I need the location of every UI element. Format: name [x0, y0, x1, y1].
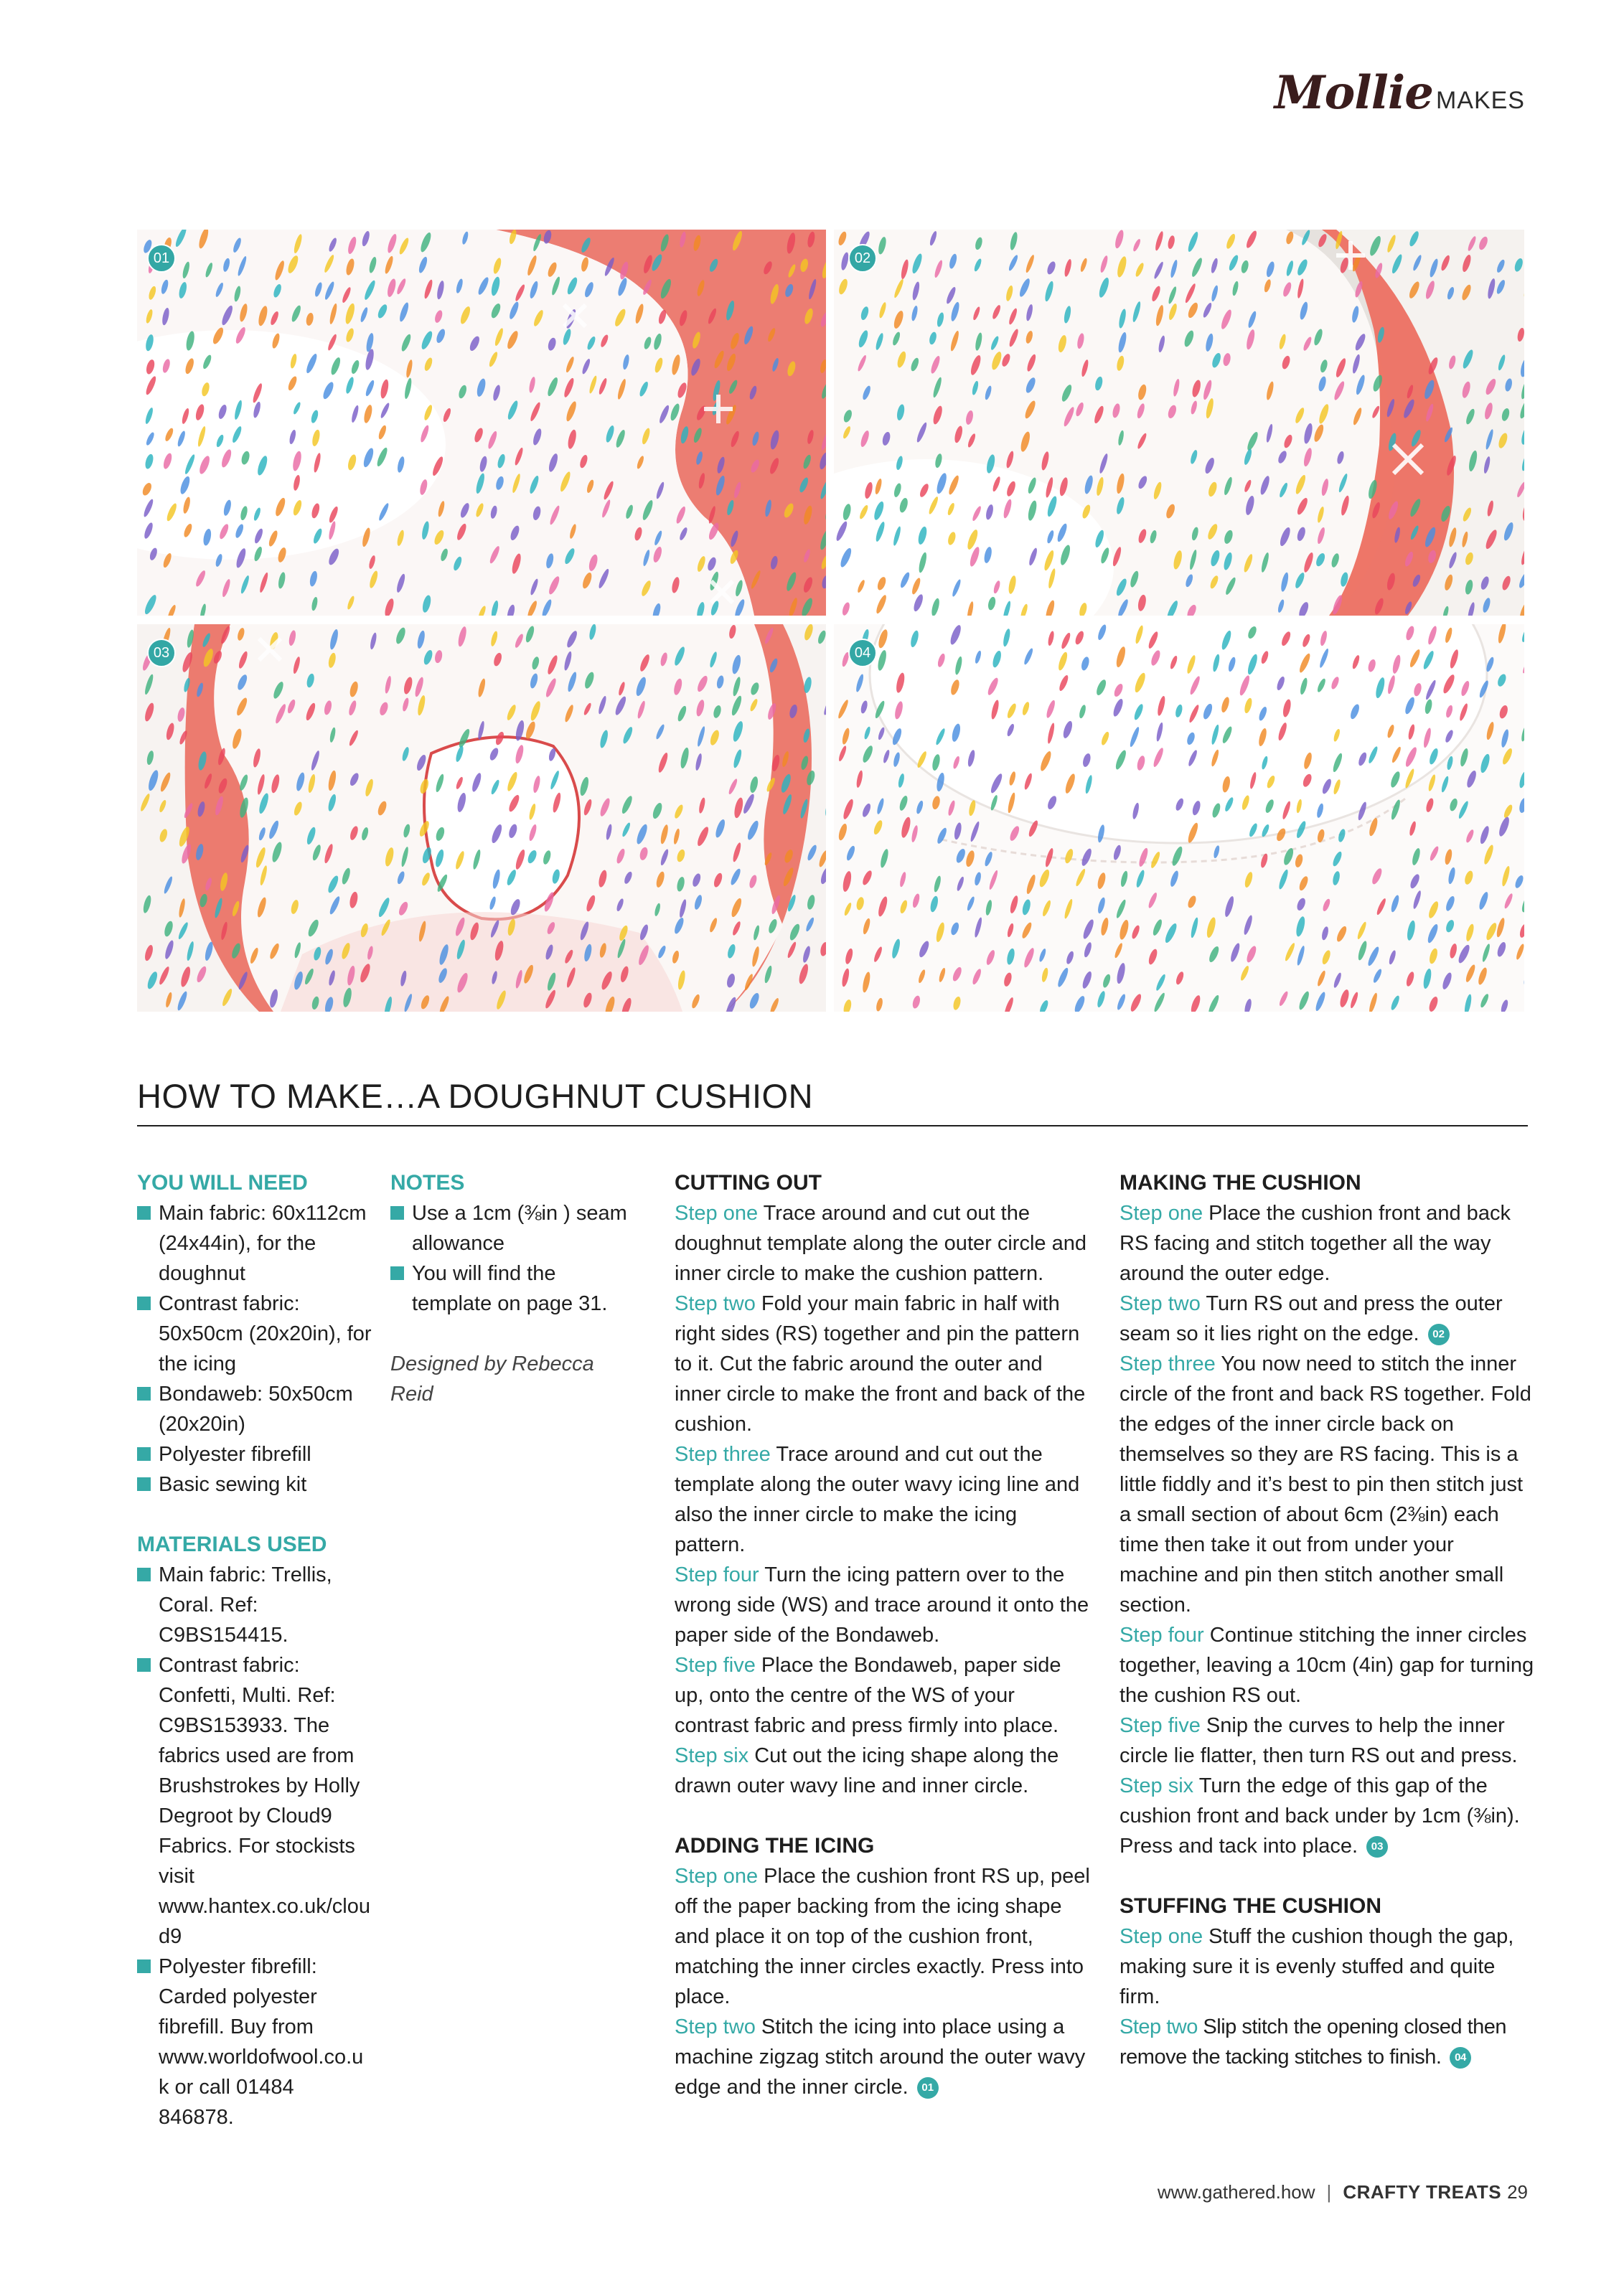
- step-paragraph: [1120, 1771, 1536, 1861]
- step-label: Step one: [675, 1865, 759, 1888]
- step-paragraph: [675, 1741, 1091, 1801]
- step-label: Step four: [675, 1563, 759, 1586]
- step-text: Slip stitch the opening closed then remove the tacking stitches to finish.: [1120, 2015, 1507, 2069]
- step-label: Step three: [1120, 1352, 1216, 1375]
- photo-step-04: [834, 624, 1524, 1012]
- step-paragraph: [1120, 1620, 1536, 1711]
- column-notes: [390, 1168, 627, 1409]
- step-paragraph: [675, 2012, 1091, 2102]
- step-label: Step two: [1120, 2015, 1198, 2038]
- step-label: Step six: [675, 1744, 749, 1767]
- footer-url[interactable]: www.gathered.how: [1157, 2181, 1315, 2203]
- step-paragraph: [675, 1439, 1091, 1560]
- photo-step-03: [137, 624, 826, 1012]
- step-text: Turn RS out and press the outer seam so it lies right on the edge.: [1120, 1292, 1503, 1345]
- photo-step-02: [834, 230, 1524, 616]
- notes-list: [390, 1198, 627, 1319]
- list-item: You will find the template on page 31.: [390, 1258, 627, 1319]
- you-will-need-list: [137, 1198, 374, 1500]
- step-paragraph: [675, 1560, 1091, 1650]
- step-paragraph: [1120, 2012, 1536, 2072]
- step-paragraph: [1120, 1711, 1536, 1771]
- step-paragraph: [1120, 1198, 1536, 1289]
- list-item: Use a 1cm (⅜in ) seam allowance: [390, 1198, 627, 1258]
- step-paragraph: [1120, 1289, 1536, 1349]
- page-number: 29: [1507, 2181, 1528, 2203]
- brand-logo: [1274, 66, 1525, 120]
- step-text: Place the cushion front RS up, peel off the paper backing from the icing shape and place it on top of the cushion front, matching the inner circles exactly. Press into place.: [675, 1865, 1090, 2008]
- photo-step-01: [137, 230, 826, 616]
- column-cutting: [675, 1168, 1091, 2102]
- brand-script: Mollie: [1274, 66, 1433, 120]
- step-text: Trace around and cut out the template along the outer wavy icing line and also the inner circle to make the icing pattern.: [675, 1443, 1080, 1556]
- footer-separator: |: [1326, 2181, 1332, 2203]
- photo-ref-badge: 03: [1366, 1836, 1388, 1858]
- step-text: Place the Bondaweb, paper side up, onto the centre of the WS of your contrast fabric and press firmly into place.: [675, 1654, 1061, 1737]
- step-label: Step one: [675, 1202, 759, 1225]
- step-label: Step one: [1120, 1925, 1203, 1948]
- title-divider: [137, 1125, 1528, 1126]
- photo-badge: 01: [147, 244, 176, 273]
- step-paragraph: [1120, 1921, 1536, 2012]
- step-paragraph: [675, 1289, 1091, 1439]
- step-text: Place the cushion front and back RS facing and stitch together all the way around the outer edge.: [1120, 1202, 1511, 1285]
- step-text: Cut out the icing shape along the drawn outer wavy line and inner circle.: [675, 1744, 1059, 1797]
- step-label: Step five: [675, 1654, 756, 1677]
- making-cushion-heading: MAKING THE CUSHION: [1120, 1171, 1361, 1195]
- page-footer: [1158, 2181, 1528, 2203]
- step-text: Trace around and cut out the doughnut template along the outer circle and inner circle to make the cushion pattern.: [675, 1202, 1086, 1285]
- step-label: Step two: [1120, 1292, 1201, 1315]
- photo-ref-badge: 02: [1428, 1324, 1450, 1345]
- step-paragraph: [675, 1861, 1091, 2012]
- step-label: Step five: [1120, 1714, 1201, 1737]
- step-text: Stitch the icing into place using a machine zigzag stitch around the outer wavy edge and the inner circle.: [675, 2015, 1086, 2099]
- step-text: Continue stitching the inner circles together, leaving a 10cm (4in) gap for turning the cushion RS out.: [1120, 1624, 1534, 1707]
- step-text: Snip the curves to help the inner circle lie flatter, then turn RS out and press.: [1120, 1714, 1518, 1767]
- list-item: Contrast fabric: Confetti, Multi. Ref: C9BS153933. The fabrics used are from Brushstrokes by Holly Degroot by Cloud9 Fabrics. For stockists visit www.hantex.co.uk/cloud9: [137, 1650, 370, 1952]
- step-label: Step three: [675, 1443, 771, 1466]
- step-label: Step two: [675, 2015, 756, 2038]
- step-paragraph: [675, 1198, 1091, 1289]
- you-will-need-heading: YOU WILL NEED: [137, 1171, 308, 1195]
- step-text: Stuff the cushion though the gap, making sure it is evenly stuffed and quite firm.: [1120, 1925, 1514, 2008]
- cutting-out-heading: CUTTING OUT: [675, 1171, 822, 1195]
- list-item: Polyester fibrefill: [137, 1439, 374, 1469]
- photo-ref-badge: 01: [917, 2077, 939, 2099]
- column-supplies: [137, 1168, 374, 2132]
- list-item: Polyester fibrefill: Carded polyester fibrefill. Buy from www.worldofwool.co.uk or call 01484 846878.: [137, 1952, 370, 2132]
- step-label: Step two: [675, 1292, 756, 1315]
- materials-used-list: [137, 1560, 370, 2132]
- footer-section: CRAFTY TREATS: [1343, 2181, 1502, 2203]
- photo-badge: 03: [147, 639, 176, 667]
- list-item: Main fabric: 60x112cm (24x44in), for the doughnut: [137, 1198, 374, 1289]
- step-label: Step one: [1120, 1202, 1203, 1225]
- step-label: Step four: [1120, 1624, 1204, 1647]
- photo-badge: 02: [848, 244, 877, 273]
- brand-word: MAKES: [1435, 87, 1525, 114]
- designer-credit: Designed by Rebecca Reid: [390, 1352, 594, 1406]
- column-making: [1120, 1168, 1536, 2072]
- page-title: HOW TO MAKE…A DOUGHNUT CUSHION: [137, 1077, 814, 1115]
- step-text: Fold your main fabric in half with right sides (RS) together and pin the pattern to it. Cut the fabric around the outer and inner circle to make the front and back of the cushion.: [675, 1292, 1086, 1436]
- list-item: Basic sewing kit: [137, 1469, 374, 1500]
- materials-used-heading: MATERIALS USED: [137, 1533, 327, 1556]
- step-paragraph: [1120, 1349, 1536, 1620]
- step-text: Turn the edge of this gap of the cushion front and back under by 1cm (⅜in). Press and tack into place.: [1120, 1774, 1520, 1858]
- photo-badge: 04: [848, 639, 877, 667]
- step-text: You now need to stitch the inner circle of the front and back RS together. Fold the edges of the inner circle back on themselves so they are RS facing. This is a little fiddly and it’s best to pin then stitch just a small section of about 6cm (2⅜in) each time then take it out from under your machine and pin then stitch another small section.: [1120, 1352, 1531, 1617]
- stuffing-heading: STUFFING THE CUSHION: [1120, 1894, 1381, 1918]
- photo-ref-badge: 04: [1450, 2047, 1471, 2069]
- list-item: Bondaweb: 50x50cm (20x20in): [137, 1379, 374, 1439]
- step-text: Turn the icing pattern over to the wrong side (WS) and trace around it onto the paper side of the Bondaweb.: [675, 1563, 1089, 1647]
- notes-heading: NOTES: [390, 1171, 465, 1195]
- step-label: Step six: [1120, 1774, 1194, 1797]
- list-item: Main fabric: Trellis, Coral. Ref: C9BS154415.: [137, 1560, 370, 1650]
- step-paragraph: [675, 1650, 1091, 1741]
- adding-icing-heading: ADDING THE ICING: [675, 1834, 875, 1858]
- list-item: Contrast fabric: 50x50cm (20x20in), for the icing: [137, 1289, 374, 1379]
